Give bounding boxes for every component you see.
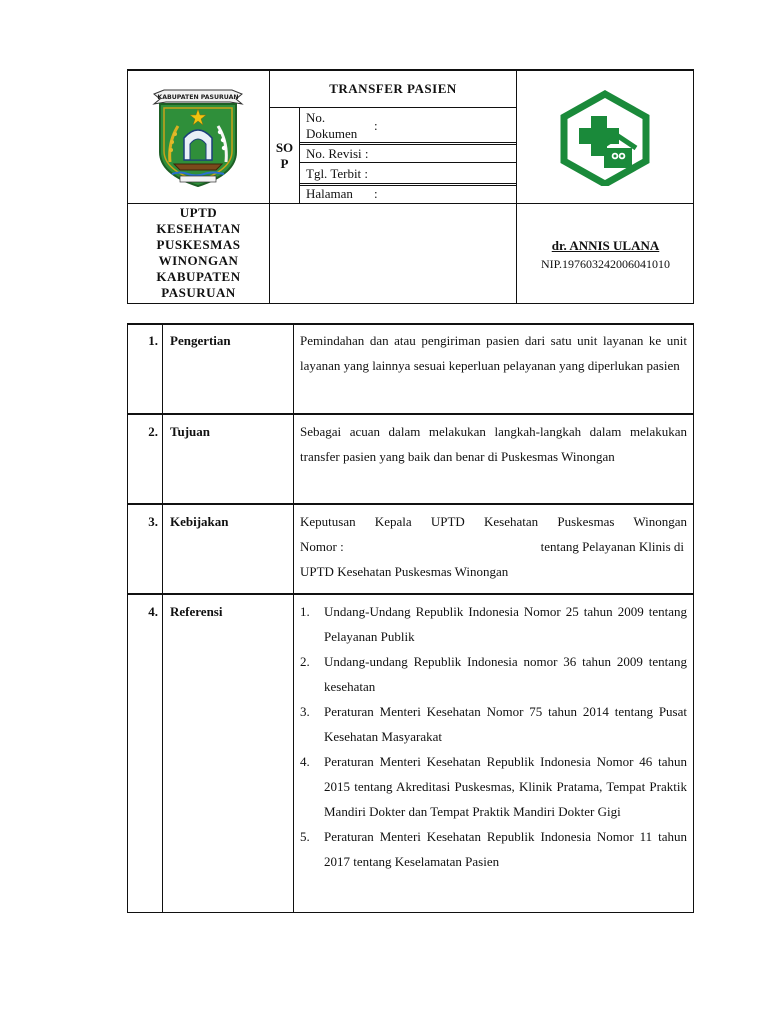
org-line: KESEHATAN [156,221,241,236]
reference-text: Peraturan Menteri Kesehatan Nomor 75 tahun 2014 tentang Pusat Kesehatan Masyarakat [324,704,687,744]
section-label-pengertian: Pengertian [170,333,231,348]
section-text-pengertian: Pemindahan dan atau pengiriman pasien dari satu unit layanan ke unit layanan yang lainnya sesuai keperluan pelayanan yang diperlukan pasien [300,333,687,373]
puskesmas-logo [560,90,650,186]
reference-number: 3. [300,704,310,719]
field-no-revisi: No. Revisi : [306,146,369,161]
reference-item [300,824,687,874]
reference-number: 4. [300,754,310,769]
field-no-dokumen-line1: No. [306,110,326,125]
section-label-kebijakan: Kebijakan [170,514,229,529]
section-text-tujuan: Sebagai acuan dalam melakukan langkah-langkah dalam melakukan transfer pasien yang baik dan benar di Puskesmas Winongan [300,424,687,464]
organization-name [128,205,269,301]
kebijakan-line-1: Keputusan Kepala UPTD Kesehatan Puskesmas Winongan [300,514,687,529]
field-halaman: Halaman [306,186,353,201]
section-number: 1. [148,333,158,348]
reference-item [300,749,687,824]
reference-text: Peraturan Menteri Kesehatan Republik Indonesia Nomor 46 tahun 2015 tentang Akreditasi Puskesmas, Klinik Pratama, Tempat Praktik Mandiri Dokter dan Tempat Praktik Mandiri Dokter Gigi [324,754,687,819]
org-line: PUSKESMAS [156,237,241,252]
section-label-referensi: Referensi [170,604,223,619]
reference-text: Undang-Undang Republik Indonesia Nomor 25 tahun 2009 tentang Pelayanan Publik [324,604,687,644]
sop-label-line2: P [280,156,289,171]
reference-list [300,599,687,874]
kabupaten-pasuruan-emblem [150,82,246,188]
sop-label [270,140,299,172]
signatory-nip: NIP.197603242006041010 [540,257,670,271]
field-no-dokumen-line2: Dokumen [306,126,358,141]
kebijakan-tentang: tentang Pelayanan Klinis di [540,539,684,554]
section-number: 4. [148,604,158,619]
document-title: TRANSFER PASIEN [329,81,457,96]
reference-item [300,699,687,749]
emblem-label: KABUPATEN PASURUAN [157,94,239,101]
reference-number: 5. [300,829,310,844]
reference-number: 2. [300,654,310,669]
section-text-kebijakan [300,509,687,584]
org-line: KABUPATEN [156,269,241,284]
reference-text: Undang-undang Republik Indonesia nomor 36 tahun 2009 tentang kesehatan [324,654,687,694]
kebijakan-line-2 [300,534,687,559]
section-number: 3. [148,514,158,529]
field-halaman-colon: : [374,186,378,201]
reference-number: 1. [300,604,310,619]
org-line: PASURUAN [161,285,236,300]
section-label-tujuan: Tujuan [170,424,210,439]
org-line: UPTD [179,205,218,220]
org-line: WINONGAN [158,253,239,268]
reference-text: Peraturan Menteri Kesehatan Republik Indonesia Nomor 11 tahun 2017 tentang Keselamatan Pasien [324,829,687,869]
field-tgl-terbit: Tgl. Terbit : [306,166,369,181]
kebijakan-line-3: UPTD Kesehatan Puskesmas Winongan [300,564,509,579]
reference-item [300,599,687,649]
reference-item [300,649,687,699]
sop-label-line1: SO [275,140,294,155]
signatory-name: dr. ANNIS ULANA [551,238,660,253]
section-number: 2. [148,424,158,439]
field-no-dokumen-colon: : [374,118,378,133]
kebijakan-nomor: Nomor : [300,539,344,554]
